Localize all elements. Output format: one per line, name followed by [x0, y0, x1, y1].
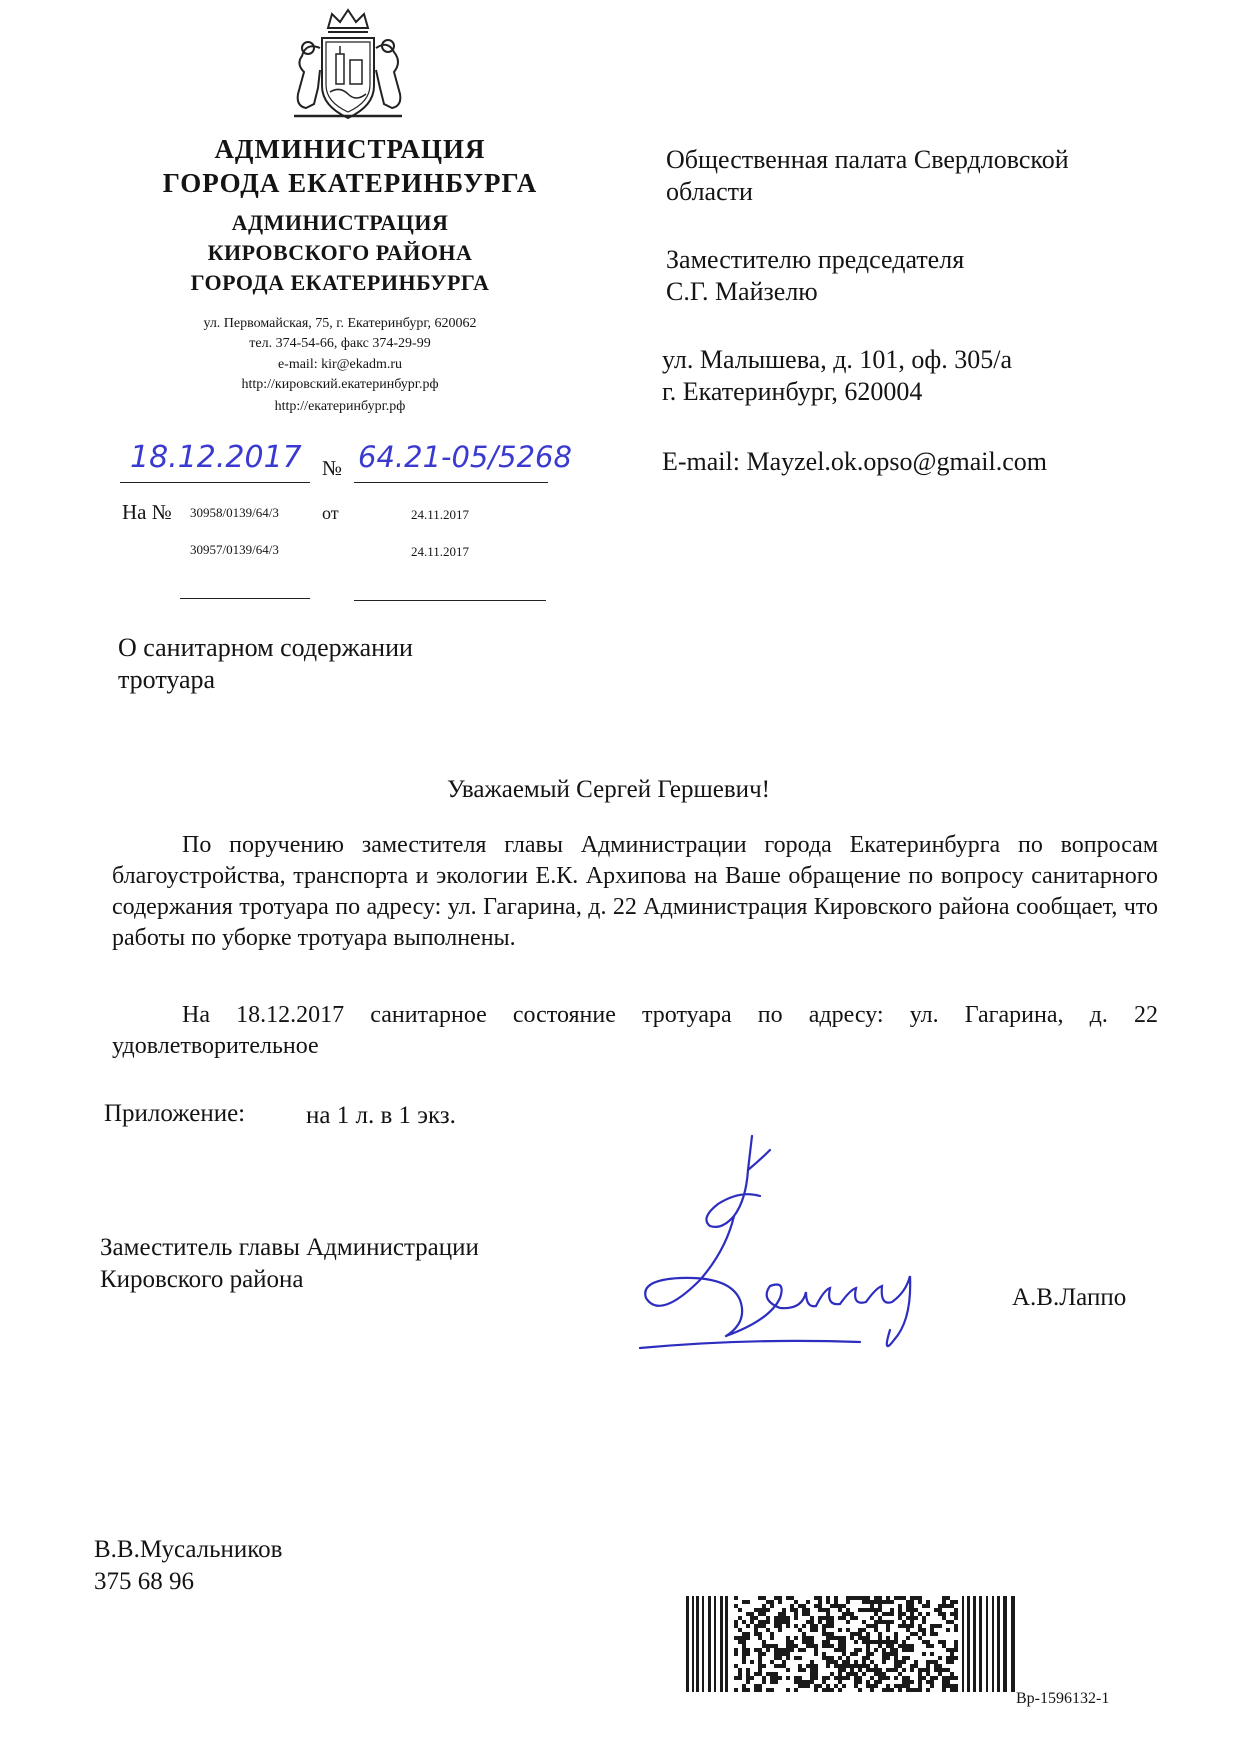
- reply-to-number-2: 30957/0139/64/3: [190, 542, 279, 557]
- handwritten-signature-icon: [630, 1130, 960, 1360]
- subject-line1: О санитарном содержании: [118, 633, 413, 662]
- reference-underline-right: [354, 600, 546, 601]
- outgoing-number-handwritten: 64.21-05/5268: [358, 440, 572, 474]
- city-admin-title-line2: ГОРОДА ЕКАТЕРИНБУРГА: [162, 168, 538, 198]
- district-title-line1: АДМИНИСТРАЦИЯ: [231, 210, 449, 235]
- outgoing-date-handwritten: 18.12.2017: [130, 440, 302, 475]
- letterhead-url-1: http://кировский.екатеринбург.рф: [241, 377, 439, 392]
- attachment-label: Приложение:: [104, 1100, 246, 1127]
- signer-name: А.В.Лаппо: [1012, 1284, 1127, 1311]
- recipient-street: ул. Малышева, д. 101, оф. 305/а: [662, 345, 1013, 374]
- outgoing-date-field: [120, 440, 310, 483]
- from-label: от: [322, 503, 339, 523]
- recipient-position: Заместителю председателя: [666, 245, 965, 274]
- reply-to-number-1: 30958/0139/64/3: [190, 505, 279, 520]
- document-barcode: [686, 1596, 1016, 1692]
- signer-position-line2: Кировского района: [100, 1266, 304, 1293]
- letterhead-url-2: http://екатеринбург.рф: [274, 399, 406, 414]
- number-sign: №: [322, 456, 343, 480]
- recipient-email: E-mail: Mayzel.ok.opso@gmail.com: [662, 447, 1047, 476]
- subject-line2: тротуара: [118, 665, 216, 694]
- city-admin-title-line1: АДМИНИСТРАЦИЯ: [214, 134, 486, 164]
- executor-name: В.В.Мусальников: [94, 1536, 283, 1563]
- letterhead-email: e-mail: kir@ekadm.ru: [277, 357, 403, 372]
- outgoing-number-field: [354, 440, 572, 483]
- recipient-org-line1: Общественная палата Свердловской: [666, 145, 1069, 174]
- recipient-name: С.Г. Майзелю: [666, 277, 818, 306]
- attachment-value: на 1 л. в 1 экз.: [306, 1102, 456, 1129]
- executor-phone: 375 68 96: [94, 1568, 194, 1595]
- letter-greeting: Уважаемый Сергей Гершевич!: [447, 776, 770, 803]
- reply-to-date-2: 24.11.2017: [411, 544, 470, 559]
- district-title-line3: ГОРОДА ЕКАТЕРИНБУРГА: [190, 270, 490, 295]
- coat-of-arms-icon: [284, 8, 412, 128]
- recipient-org-line2: области: [666, 177, 753, 206]
- letterhead-address: ул. Первомайская, 75, г. Екатеринбург, 620062: [203, 316, 477, 331]
- letter-paragraph-2: На 18.12.2017 санитарное состояние тротуара по адресу: ул. Гагарина, д. 22 удовлетворительное: [112, 1002, 1158, 1059]
- reference-underline-left: [180, 598, 310, 599]
- reply-to-date-1: 24.11.2017: [411, 507, 470, 522]
- signer-position-line1: Заместитель главы Администрации: [100, 1234, 479, 1261]
- district-title-line2: КИРОВСКОГО РАЙОНА: [207, 240, 473, 265]
- letter-paragraph-1: По поручению заместителя главы Администрации города Екатеринбурга по вопросам благоустройства, транспорта и экологии Е.К. Архипова на Ваше обращение по вопросу санитарного содержания тротуара по адресу: ул. Гагарина, д. 22 Администрация Кировского района сообщает, что работы по уборке тротуара выполнены.: [112, 832, 1158, 951]
- reply-to-label: На №: [122, 500, 172, 524]
- letterhead-phone: тел. 374-54-66, факс 374-29-99: [249, 336, 431, 351]
- barcode-code: Вр-1596132-1: [1016, 1690, 1110, 1707]
- recipient-city: г. Екатеринбург, 620004: [662, 377, 923, 406]
